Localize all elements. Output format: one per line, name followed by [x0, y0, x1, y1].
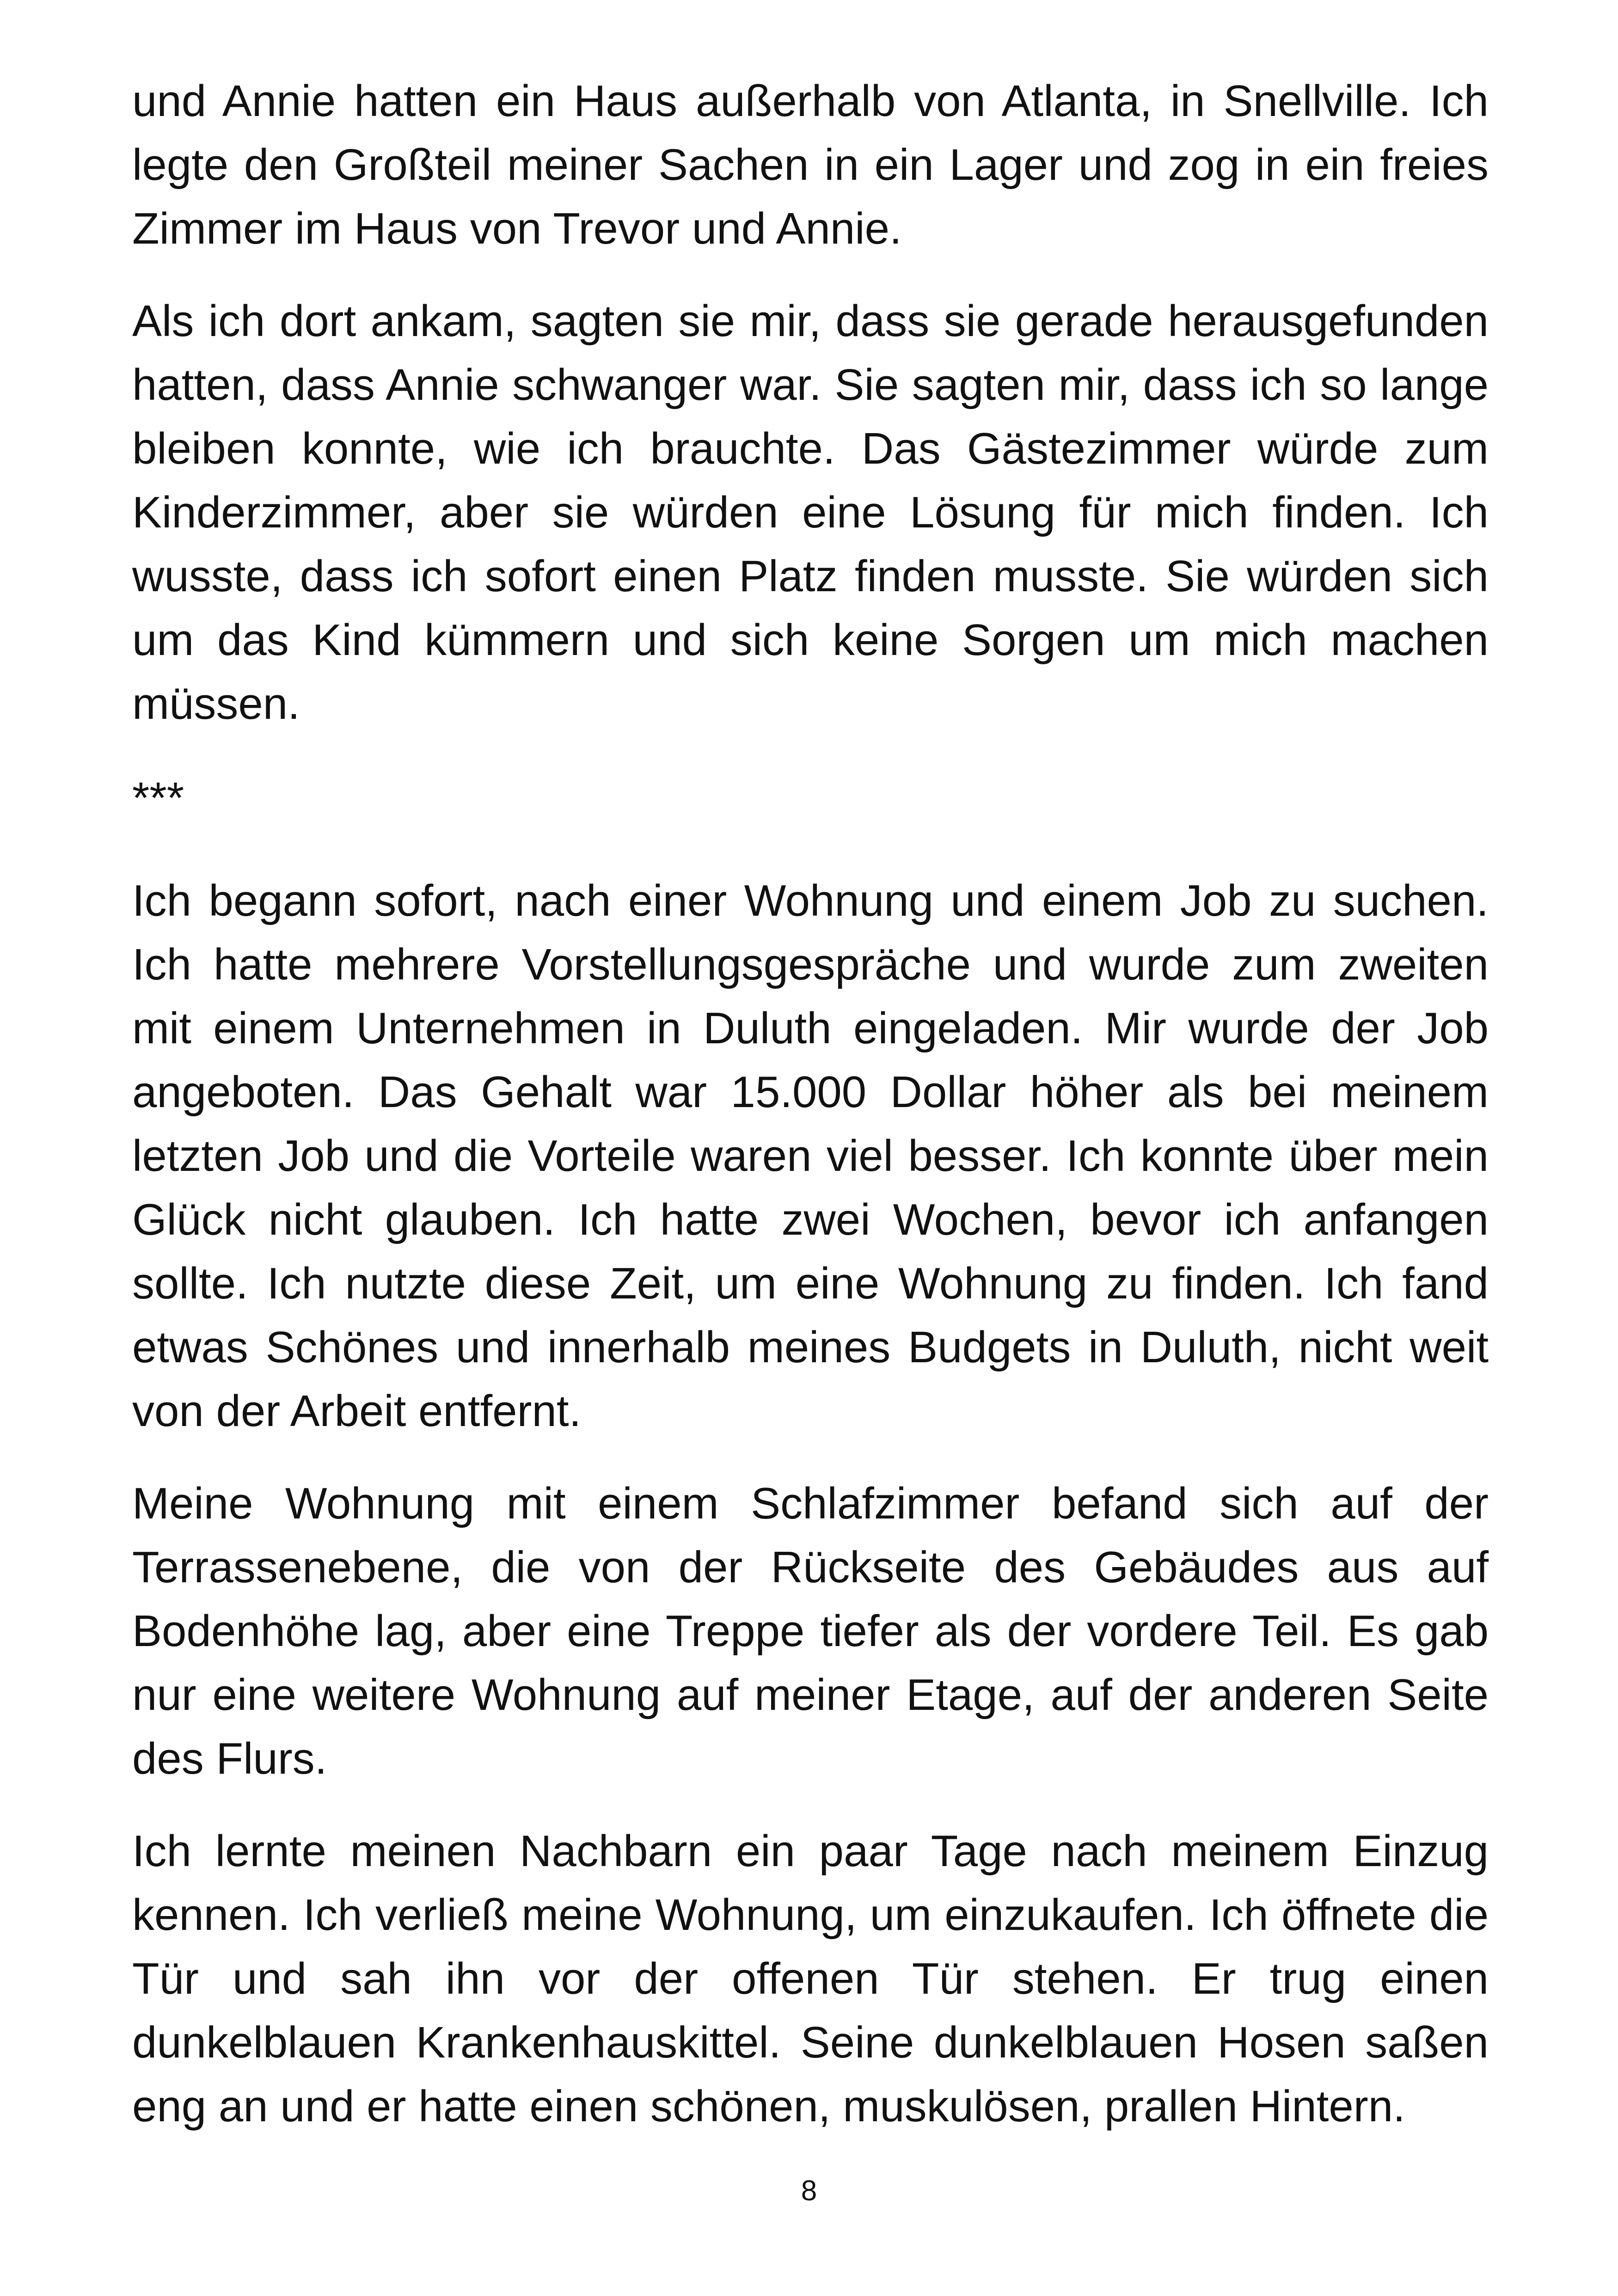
paragraph-5: Ich lernte meinen Nachbarn ein paar Tage nach meinem Einzug kennen. Ich verließ meine Wohnung, um einzukaufen. Ich öffnete die Tür und sah ihn vor der offenen Tür stehen. Er trug einen dunkelblauen Krankenhauskittel. Seine dunkelblauen Hosen saßen eng an und er hatte einen schönen, muskulösen, prallen Hintern. — [132, 1826, 1489, 2131]
page-number: 8 — [801, 2175, 817, 2207]
paragraph-4: Meine Wohnung mit einem Schlafzimmer befand sich auf der Terrassenebene, die von der Rückseite des Gebäudes aus auf Bodenhöhe lag, aber eine Treppe tiefer als der vordere Teil. Es gab nur eine weitere Wohnung auf meiner Etage, auf der anderen Seite des Flurs. — [132, 1479, 1489, 1783]
page-body — [132, 69, 1489, 2138]
paragraph-1: und Annie hatten ein Haus außerhalb von Atlanta, in Snellville. Ich legte den Großteil meiner Sachen in ein Lager und zog in ein freies Zimmer im Haus von Trevor und Annie. — [132, 76, 1489, 253]
paragraph-2: Als ich dort ankam, sagten sie mir, dass sie gerade herausgefunden hatten, dass Annie schwanger war. Sie sagten mir, dass ich so lange bleiben konnte, wie ich brauchte. Das Gästezimmer würde zum Kinderzimmer, aber sie würden eine Lösung für mich finden. Ich wusste, dass ich sofort einen Platz finden musste. Sie würden sich um das Kind kümmern und sich keine Sorgen um mich machen müssen. — [132, 296, 1489, 729]
paragraph-3: Ich begann sofort, nach einer Wohnung und einem Job zu suchen. Ich hatte mehrere Vorstellungsgespräche und wurde zum zweiten mit einem Unternehmen in Duluth eingeladen. Mir wurde der Job angeboten. Das Gehalt war 15.000 Dollar höher als bei meinem letzten Job und die Vorteile waren viel besser. Ich konnte über mein Glück nicht glauben. Ich hatte zwei Wochen, bevor ich anfangen sollte. Ich nutzte diese Zeit, um eine Wohnung zu finden. Ich fand etwas Schönes und innerhalb meines Budgets in Duluth, nicht weit von der Arbeit entfernt. — [132, 876, 1489, 1436]
section-separator: *** — [132, 773, 184, 823]
